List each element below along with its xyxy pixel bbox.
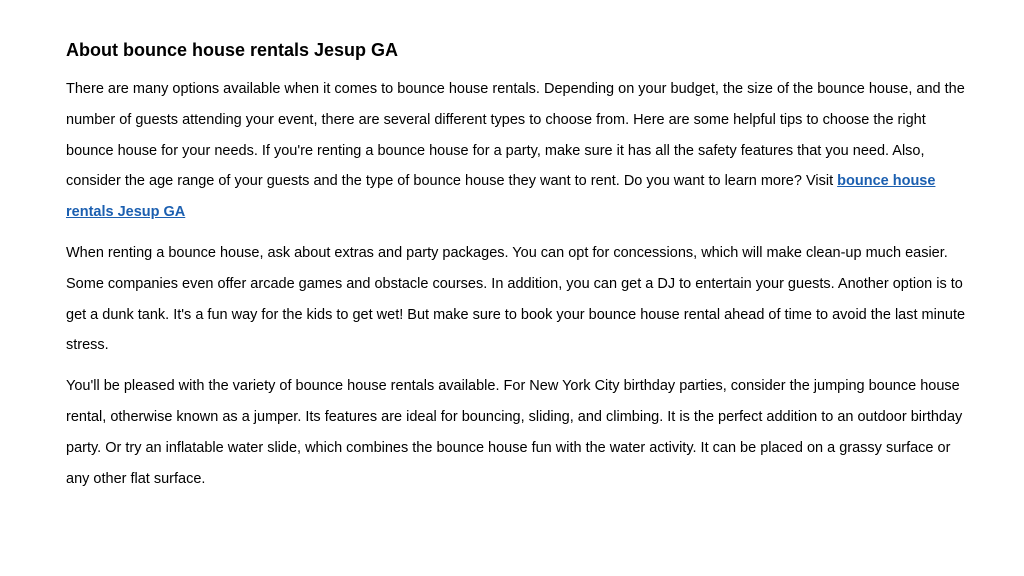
paragraph-intro-text: There are many options available when it comes to bounce house rentals. Depending on your budget, the size of the bounce house, and the number of guests attending your event, there are several different types to choose from. Here are some helpful tips to choose the right bounce house for your needs. If you're renting a bounce house for a party, make sure it has all the safety features that you need. Also, consider the age range of your guests and the type of bounce house they want to rent. Do you want to learn more? Visit (66, 81, 965, 190)
paragraph-intro (66, 74, 971, 228)
paragraph-extras: When renting a bounce house, ask about extras and party packages. You can opt for concessions, which will make clean-up much easier. Some companies even offer arcade games and obstacle courses. In addition, you can get a DJ to entertain your guests. Another option is to get a dunk tank. It's a fun way for the kids to get wet! But make sure to book your bounce house rental ahead of time to avoid the last minute stress. (66, 244, 966, 354)
document-body (66, 36, 971, 504)
bounce-house-rentals-link[interactable]: bounce house rentals Jesup GA (66, 173, 936, 221)
page-title: About bounce house rentals Jesup GA (66, 40, 399, 60)
paragraph-variety: You'll be pleased with the variety of bounce house rentals available. For New York City birthday parties, consider the jumping bounce house rental, otherwise known as a jumper. Its features are ideal for bouncing, sliding, and climbing. It is the perfect addition to an outdoor birthday party. Or try an inflatable water slide, which combines the bounce house fun with the water activity. It can be placed on a grassy surface or any other flat surface. (66, 378, 963, 487)
